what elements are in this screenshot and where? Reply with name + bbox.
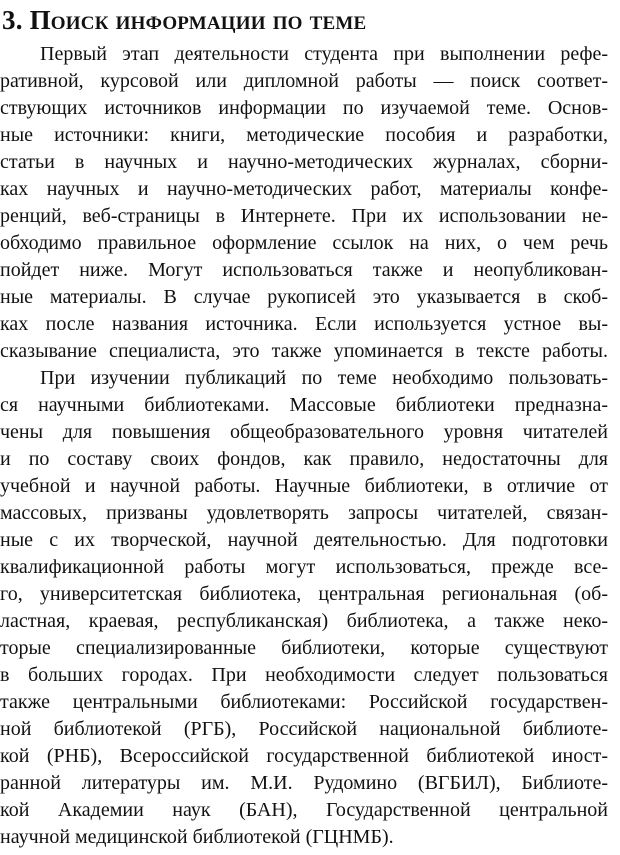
paragraph-2-line-6: массовых, призваны удовлетворять запросы читателей, связан- (0, 502, 608, 524)
paragraph-2-line-7: ные с их творческой, научной деятельностью. Для подготовки (0, 529, 608, 551)
paragraph-1-line-7: ренций, веб-страницы в Интернете. При их использовании не- (0, 205, 608, 227)
paragraph-1-line-6: ках научных и научно-методических работ, материалы конфе- (0, 178, 608, 200)
paragraph-2-line-5: учебной и научной работы. Научные библиотеки, в отличие от (0, 475, 608, 497)
paragraph-1-line-12: сказывание специалиста, это также упоминается в тексте работы. (0, 340, 608, 362)
paragraph-1-line-4: ные источники: книги, методические пособия и разработки, (0, 124, 608, 146)
paragraph-2-line-14: ной библиотекой (РГБ), Российской национальной библиоте- (0, 718, 608, 740)
paragraph-1-line-2: ративной, курсовой или дипломной работы — поиск соответ- (0, 70, 608, 92)
paragraph-1-line-1: Первый этап деятельности студента при выполнении рефе- (40, 43, 608, 65)
section-heading (2, 0, 366, 40)
paragraph-1-line-8: обходимо правильное оформление ссылок на них, о чем речь (0, 232, 608, 254)
paragraph-1-line-10: ные материалы. В случае рукописей это указывается в скоб- (0, 286, 608, 308)
paragraph-2-line-8: квалификационной работы могут использоваться, прежде все- (0, 556, 608, 578)
paragraph-2-line-17: кой Академии наук (БАН), Государственной центральной (0, 799, 608, 821)
paragraph-2-line-1: При изучении публикаций по теме необходимо пользовать- (40, 367, 608, 389)
paragraph-2-line-13: также центральными библиотеками: Российской государствен- (0, 691, 608, 713)
paragraph-2-line-3: чены для повышения общеобразовательного уровня читателей (0, 421, 608, 443)
paragraph-1-line-9: пойдет ниже. Могут использоваться также и неопубликован- (0, 259, 608, 281)
section-title: Поиск информации по теме (29, 5, 367, 35)
paragraph-2-line-4: и по составу своих фондов, как правило, недостаточны для (0, 448, 608, 470)
paragraph-1-line-3: ствующих источников информации по изучаемой теме. Основ- (0, 97, 608, 119)
paragraph-2-line-2: ся научными библиотеками. Массовые библиотеки предназна- (0, 394, 608, 416)
paragraph-1-line-11: ках после названия источника. Если используется устное вы- (0, 313, 608, 335)
paragraph-2-line-9: го, университетская библиотека, центральная региональная (об- (0, 583, 608, 605)
paragraph-2-line-16: ранной литературы им. М.И. Рудомино (ВГБИЛ), Библиоте- (0, 772, 608, 794)
paragraph-2-line-11: торые специализированные библиотеки, которые существуют (0, 637, 608, 659)
paragraph-2-line-10: ластная, краевая, республиканская) библиотека, а также неко- (0, 610, 608, 632)
section-number: 3. (2, 5, 23, 35)
paragraph-1-line-5: статьи в научных и научно-методических журналах, сборни- (0, 151, 608, 173)
paragraph-2-line-18: научной медицинской библиотекой (ГЦНМБ). (0, 826, 394, 848)
paragraph-2-line-12: в больших городах. При необходимости следует пользоваться (0, 664, 608, 686)
paragraph-2-line-15: кой (РНБ), Всероссийской государственной библиотекой иност- (0, 745, 608, 767)
